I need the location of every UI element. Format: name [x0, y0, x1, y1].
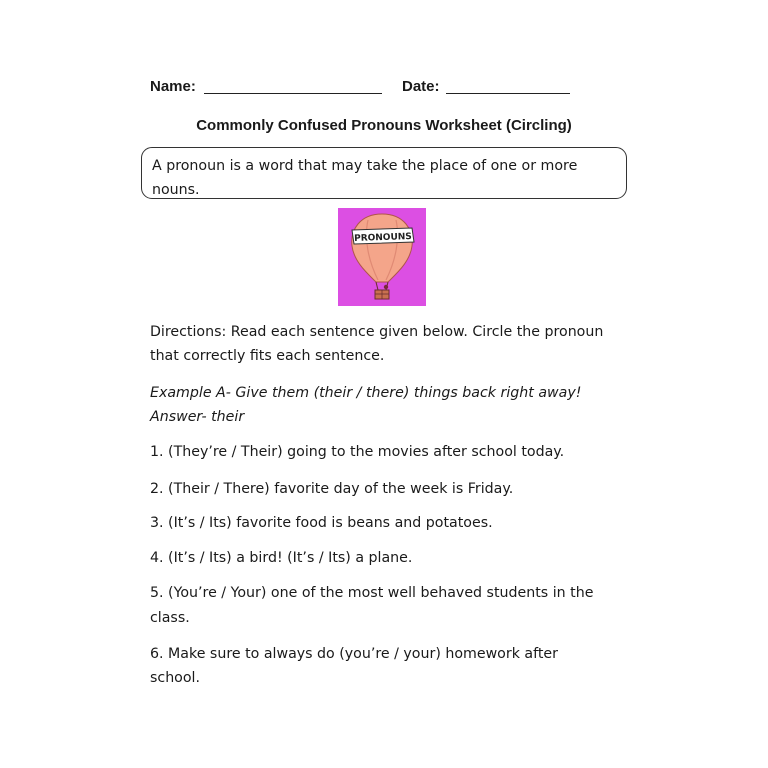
- question-6-line-2: school.: [150, 670, 200, 686]
- question-1: 1. (They’re / Their) going to the movies after school today.: [150, 444, 565, 460]
- directions-line-2: that correctly fits each sentence.: [150, 348, 385, 364]
- header-fields: [150, 76, 620, 100]
- question-6-line-1: 6. Make sure to always do (you’re / your) homework after: [150, 646, 558, 662]
- question-5-line-2: class.: [150, 610, 190, 626]
- question-4: 4. (It’s / Its) a bird! (It’s / Its) a plane.: [150, 550, 413, 566]
- hot-air-balloon-icon: [338, 208, 426, 306]
- date-label: Date:: [402, 78, 440, 95]
- example-line-1: Example A- Give them (their / there) things back right away!: [150, 385, 582, 401]
- definition-box: A pronoun is a word that may take the place of one or more nouns.: [141, 147, 627, 199]
- name-blank-line: [204, 93, 382, 94]
- question-3: 3. (It’s / Its) favorite food is beans and potatoes.: [150, 515, 493, 531]
- example-answer: Answer- their: [150, 409, 245, 425]
- date-blank-line: [446, 93, 570, 94]
- worksheet-title: Commonly Confused Pronouns Worksheet (Circling): [196, 117, 572, 134]
- question-5-line-1: 5. (You’re / Your) one of the most well behaved students in the: [150, 585, 594, 601]
- balloon-banner-text: PRONOUNS: [353, 231, 413, 245]
- question-2: 2. (Their / There) favorite day of the week is Friday.: [150, 481, 514, 497]
- directions-line-1: Directions: Read each sentence given below. Circle the pronoun: [150, 324, 604, 340]
- name-label: Name:: [150, 78, 196, 95]
- pronouns-balloon-image: [338, 208, 426, 306]
